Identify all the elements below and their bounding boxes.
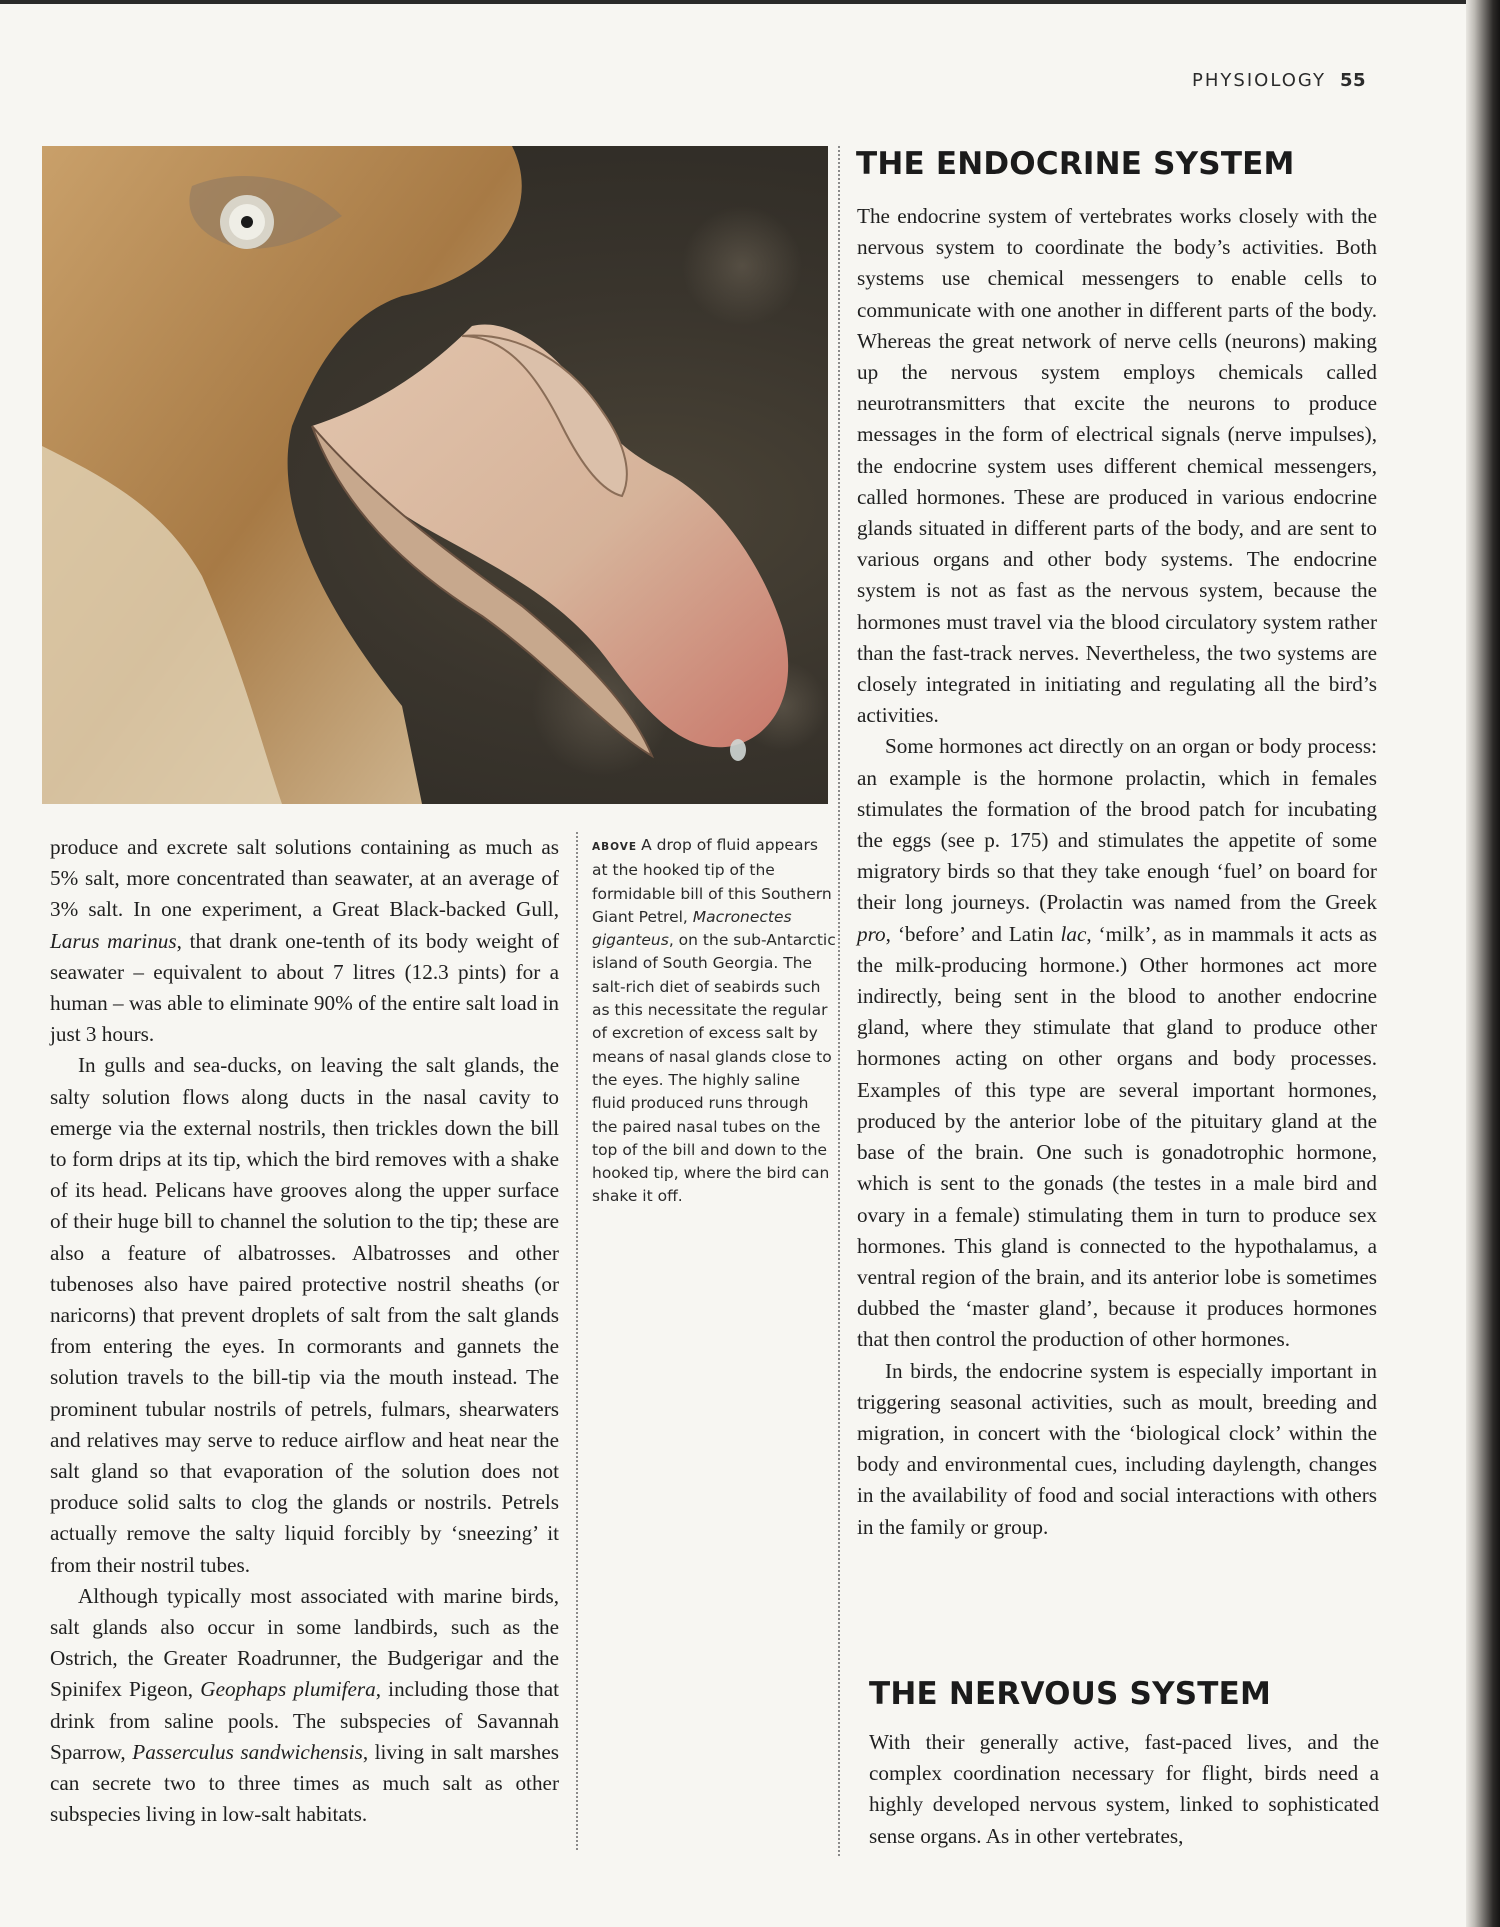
caption-divider [576,832,578,1850]
running-head-section: PHYSIOLOGY [1192,70,1326,91]
heading-nervous-system: THE NERVOUS SYSTEM [869,1676,1272,1712]
book-spine-shadow [1466,0,1500,1927]
text-run: Some hormones act directly on an organ or body process: an example is the hormone prolactin, which in females stimulates the formation of the brood patch for incubating the eggs (see p. 175) and stimulates the appetite of some migratory birds so that they take enough ‘fuel’ on board for their long journeys. (Prolactin was named from the Greek [857,734,1377,915]
text-run: Although typically most associated with marine birds, salt glands also occur in some landbirds, such as the Ostrich, the Greater Roadrunner, the Budgerigar and the Spinifex Pigeon, [50,1583,559,1702]
column-divider [838,146,840,1856]
text-run: , including those that drink from saline pools. The subspecies of Savannah Sparrow, [50,1677,560,1764]
paragraph: The endocrine system of vertebrates works closely with the nervous system to coordinate the body’s activities. Both systems use chemical messengers to enable cells to communicate with one another in different parts of the body. Whereas the great network of nerve cells (neurons) making up the nervous system employs chemicals called neurotransmitters that excite the neurons to produce messages in the form of electrical signals (nerve impulses), the endocrine system uses different chemical messengers, called hormones. These are produced in various endocrine glands situated in different parts of the body, and are sent to various organs and other body systems. The endocrine system is not as fast as the nervous system, because the hormones must travel via the blood circulatory system rather than the fast-track nerves. Nevertheless, the two systems are closely integrated in initiating and regulating all the bird’s activities. [857,204,1377,728]
photo-caption [592,834,838,1209]
running-head [1192,70,1366,91]
petrel-photo [42,146,828,804]
caption-label: ABOVE [592,841,638,853]
text-run: produce and excrete salt solutions containing as much as 5% salt, more concentrated than seawater, at an average of 3% salt. In one experiment, a Great Black-backed Gull, [50,835,559,922]
petrel-illustration [42,146,828,804]
endocrine-column [857,201,1377,1543]
page-number: 55 [1339,70,1366,91]
eye-pupil [241,216,253,228]
text-run: , on the sub-Antarctic island of South Georgia. The salt-rich diet of seabirds such as this necessitate the regular of excretion of excess salt by means of nasal glands close to the eyes. The highly saline fluid produced runs through the paired nasal tubes on the top of the bill and down to the hooked tip, where the bird can shake it off. [592,931,836,1206]
species-name: Passerculus sandwichensis [132,1739,363,1764]
fluid-drop [730,739,746,761]
paragraph [857,731,1377,1355]
left-column [50,832,559,1831]
heading-endocrine-system: THE ENDOCRINE SYSTEM [856,146,1295,182]
text-run: , ‘before’ and Latin [885,921,1061,946]
species-name: Macronectes giganteus [592,907,792,950]
paragraph: In gulls and sea-ducks, on leaving the salt glands, the salty solution flows along ducts in the nasal cavity to emerge via the external nostrils, then trickles down the bill to form drips at its tip, which the bird removes with a shake of its head. Pelicans have grooves along the upper surface of their huge bill to channel the solution to the tip; these are also a feature of albatrosses. Albatrosses and other tubenoses also have paired protective nostril sheaths (or naricorns) that prevent droplets of salt from the salt glands from entering the eyes. In cormorants and gannets the solution travels to the bill-tip via the mouth instead. The prominent tubular nostrils of petrels, fulmars, shearwaters and relatives may serve to reduce airflow and heat near the salt gland so that evaporation of the solution does not produce solid salts to clog the glands or nostrils. Petrels actually remove the salty liquid forcibly by ‘sneezing’ it from their nostril tubes. [50,1053,559,1577]
text-run: , ‘milk’, as in mammals it acts as the milk-producing hormone.) Other hormones act more indirectly, being sent in the blood to another endocrine gland, where they stimulate that gland to produce other hormones acting on other organs and body processes. Examples of this type are several important hormones, produced by the anterior lobe of the pituitary gland at the base of the brain. One such is gonadotrophic hormone, which is sent to the gonads (the testes in a male bird and ovary in a female) stimulating them in turn to produce sex hormones. This gland is connected to the hypothalamus, a ventral region of the brain, and its anterior lobe is sometimes dubbed the ‘master gland’, because it produces hormones that then control the production of other hormones. [857,921,1377,1352]
latin-term: lac [1060,921,1087,946]
species-name: Geophaps plumifera [200,1677,376,1702]
text-run: , that drank one-tenth of its body weight of seawater – equivalent to about 7 litres (12.3 pints) for a human – was able to eliminate 90% of the entire salt load in just 3 hours. [50,928,559,1047]
scan-edge [0,0,1500,4]
text-run: , living in salt marshes can secrete two to three times as much salt as other subspecies living in low-salt habitats. [50,1739,559,1827]
paragraph [50,832,559,1050]
paragraph: With their generally active, fast-paced lives, and the complex coordination necessary for flight, birds need a highly developed nervous system, linked to sophisticated sense organs. As in other vertebrates, [869,1730,1379,1848]
latin-term: pro [857,921,886,946]
paragraph: In birds, the endocrine system is especially important in triggering seasonal activities, such as moult, breeding and migration, in concert with the ‘biological clock’ within the body and environmental cues, including daylength, changes in the availability of food and social interactions with others in the family or group. [857,1358,1377,1539]
paragraph [50,1581,559,1831]
bokeh-light [682,206,802,326]
nervous-column [869,1727,1379,1852]
species-name: Larus marinus [50,928,177,953]
text-run: A drop of fluid appears at the hooked tip of the formidable bill of this Southern Giant Petrel, [592,836,832,926]
